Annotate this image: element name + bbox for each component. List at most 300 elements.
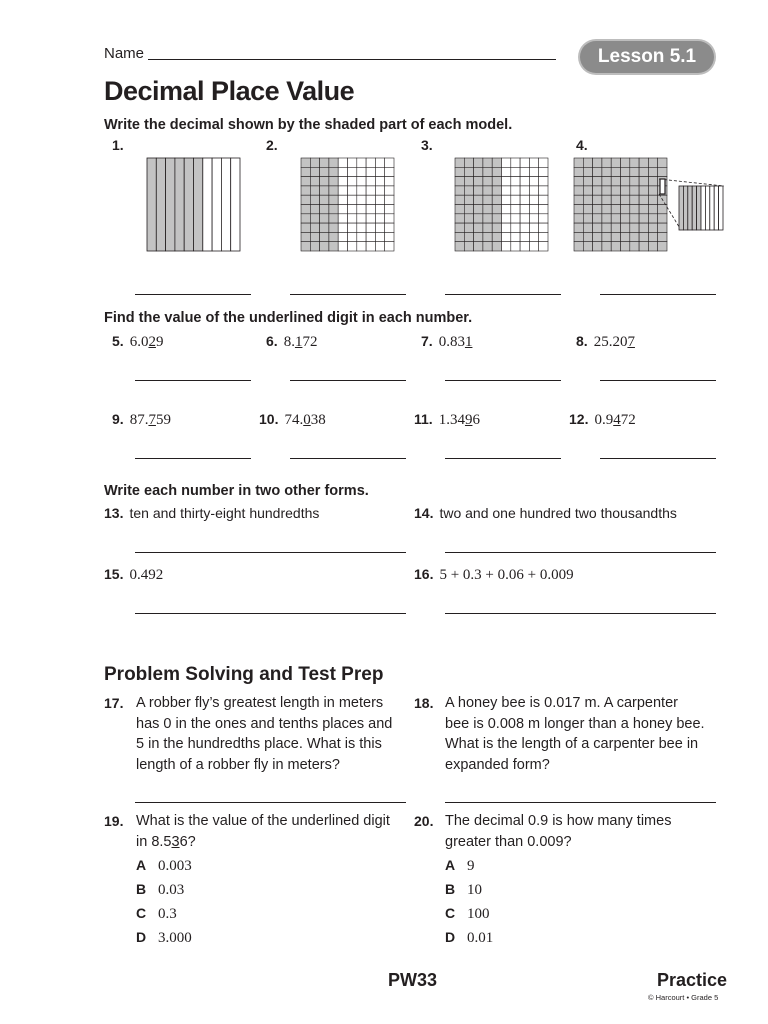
model-4-zoom-source (660, 179, 665, 194)
model-3-cell (502, 223, 511, 232)
item-5: 5. 6.029 (112, 333, 164, 350)
model-2-cell (338, 223, 347, 232)
model-4-cell (574, 242, 583, 251)
model-4-cell (602, 242, 611, 251)
q20-text: The decimal 0.9 is how many times greater than 0.009? (445, 813, 672, 850)
model-2-cell (385, 195, 394, 204)
model-3-cell (511, 186, 520, 195)
model-4-cell (621, 205, 630, 214)
model-2-cell (366, 242, 375, 251)
model-3-cell (520, 167, 529, 176)
model-4-cell (611, 223, 620, 232)
model-2-cell (310, 214, 319, 223)
model-4-cell (574, 195, 583, 204)
model-4-cell (621, 186, 630, 195)
model-4-cell (583, 205, 592, 214)
model-4-zoom-strip (697, 186, 701, 230)
model-4-cell (574, 223, 583, 232)
model-3-cell (464, 177, 473, 186)
model-3-cell (474, 186, 483, 195)
problem-solving-title: Problem Solving and Test Prep (104, 664, 384, 685)
model-4-cell (639, 214, 648, 223)
model-3-cell (455, 158, 464, 167)
model-2-cell (338, 214, 347, 223)
model-4-cell (630, 223, 639, 232)
model-2-cell (320, 158, 329, 167)
model-2-cell (310, 232, 319, 241)
model-2-cell (338, 177, 347, 186)
model-4-cell (583, 158, 592, 167)
model-2-cell (366, 167, 375, 176)
model-3-cell (529, 158, 538, 167)
model-2-cell (310, 205, 319, 214)
model-4-cell (602, 158, 611, 167)
model-2-cell (310, 158, 319, 167)
model-3-cell (539, 242, 548, 251)
model-2-cell (357, 205, 366, 214)
model-2-cell (338, 242, 347, 251)
q20-number: 20. (414, 813, 434, 829)
item-16: 16. 5 + 0.3 + 0.06 + 0.009 (414, 566, 574, 583)
model-2-cell (329, 242, 338, 251)
model-3-cell (511, 158, 520, 167)
model-4-cell (658, 214, 667, 223)
model-2-cell (301, 177, 310, 186)
model-4-cell (621, 232, 630, 241)
model-2-cell (301, 195, 310, 204)
answer-line-16[interactable] (445, 613, 716, 614)
practice-label: Practice (657, 970, 728, 990)
model-4-cell (658, 205, 667, 214)
model-4-cell (630, 242, 639, 251)
model-3-cell (539, 158, 548, 167)
model-3-cell (520, 205, 529, 214)
model-4-cell (639, 177, 648, 186)
model-3-cell (464, 242, 473, 251)
model-3-cell (529, 242, 538, 251)
model-4-cell (639, 195, 648, 204)
model-4-zoom-strip (714, 186, 718, 230)
model-2-cell (301, 242, 310, 251)
model-3-cell (492, 214, 501, 223)
model-2-cell (329, 223, 338, 232)
model-3-cell (474, 242, 483, 251)
model-3-cell (483, 177, 492, 186)
answer-line-3[interactable] (445, 294, 561, 295)
model-4-cell (639, 242, 648, 251)
model-2-cell (338, 195, 347, 204)
model-3-cell (474, 214, 483, 223)
model-3-cell (520, 195, 529, 204)
model-2-cell (320, 223, 329, 232)
q20-choice-b[interactable]: B 10 (445, 881, 482, 898)
model-4-cell (602, 195, 611, 204)
model-3-cell (492, 223, 501, 232)
answer-line-6[interactable] (290, 380, 406, 381)
model-1-strip (203, 158, 212, 251)
answer-line-4[interactable] (600, 294, 716, 295)
model-3-cell (520, 242, 529, 251)
item-1-number: 1. (112, 137, 124, 153)
model-2-cell (348, 223, 357, 232)
model-3-cell (511, 167, 520, 176)
model-4-cell (574, 177, 583, 186)
model-2-cell (375, 177, 384, 186)
model-4-cell (602, 186, 611, 195)
model-3-cell (520, 214, 529, 223)
model-4-cell (583, 177, 592, 186)
item-6: 6. 8.172 (266, 333, 318, 350)
model-3-cell (511, 242, 520, 251)
model-3-cell (539, 177, 548, 186)
answer-line-11[interactable] (445, 458, 561, 459)
model-3-cell (539, 223, 548, 232)
answer-line-14[interactable] (445, 552, 716, 553)
model-4-cell (593, 186, 602, 195)
model-3-cell (529, 167, 538, 176)
model-2-cell (357, 186, 366, 195)
answer-line-2[interactable] (290, 294, 406, 295)
model-2-cell (320, 167, 329, 176)
model-2-cell (329, 214, 338, 223)
model-2-cell (329, 205, 338, 214)
model-3-cell (502, 158, 511, 167)
model-2-cell (366, 223, 375, 232)
model-2-cell (310, 177, 319, 186)
model-3-cell (474, 167, 483, 176)
item-3-number: 3. (421, 137, 433, 153)
item-7: 7. 0.831 (421, 333, 473, 350)
model-4-zoom-strip (701, 186, 705, 230)
model-2-cell (310, 167, 319, 176)
answer-line-17[interactable] (135, 802, 406, 803)
model-2-cell (357, 223, 366, 232)
model-4-cell (593, 214, 602, 223)
answer-line-10[interactable] (290, 458, 406, 459)
model-4-zoom-strip (688, 186, 692, 230)
model-4-cell (630, 186, 639, 195)
model-4-cell (621, 214, 630, 223)
model-4-cell (648, 232, 657, 241)
model-4-cell (630, 232, 639, 241)
q19-choice-a[interactable]: A 0.003 (136, 857, 192, 874)
model-3-hundredths (454, 157, 550, 253)
model-4-cell (602, 232, 611, 241)
answer-line-1[interactable] (135, 294, 251, 295)
model-3-cell (455, 167, 464, 176)
model-3-cell (464, 205, 473, 214)
model-3-cell (492, 232, 501, 241)
model-4-cell (611, 214, 620, 223)
q18-text: A honey bee is 0.017 m. A carpenter bee is 0.008 m longer than a honey bee. What is the length of a carpenter bee in expanded form? (445, 695, 705, 773)
model-4-cell (611, 195, 620, 204)
page-code: PW33 (388, 970, 438, 990)
model-4-zoom-strip (679, 186, 683, 230)
model-3-cell (464, 223, 473, 232)
model-4-cell (630, 205, 639, 214)
model-3-cell (502, 242, 511, 251)
model-2-cell (385, 223, 394, 232)
model-3-cell (483, 186, 492, 195)
copyright: © Harcourt • Grade 5 (648, 993, 719, 1002)
model-4-cell (611, 186, 620, 195)
model-3-cell (474, 158, 483, 167)
model-2-cell (348, 242, 357, 251)
model-3-cell (464, 167, 473, 176)
answer-line-18[interactable] (445, 802, 716, 803)
model-3-cell (511, 205, 520, 214)
q20-choice-d[interactable]: D 0.01 (445, 929, 494, 946)
model-2-cell (385, 167, 394, 176)
model-1-strip (166, 158, 175, 251)
model-4-cell (639, 205, 648, 214)
model-3-cell (520, 158, 529, 167)
model-4-cell (648, 214, 657, 223)
model-4-cell (648, 242, 657, 251)
section2-instruction: Find the value of the underlined digit in each number. (104, 310, 473, 326)
model-2-cell (329, 232, 338, 241)
model-4-cell (621, 195, 630, 204)
model-4-cell (583, 223, 592, 232)
model-3-cell (520, 186, 529, 195)
model-2-cell (320, 232, 329, 241)
model-4-cell (611, 177, 620, 186)
model-4-cell (574, 158, 583, 167)
model-4-cell (639, 186, 648, 195)
model-2-cell (348, 177, 357, 186)
model-4-zoom-strip (719, 186, 723, 230)
model-4-cell (574, 232, 583, 241)
model-2-cell (329, 167, 338, 176)
model-4-cell (611, 205, 620, 214)
model-2-cell (320, 177, 329, 186)
model-3-cell (455, 177, 464, 186)
model-3-cell (502, 214, 511, 223)
model-4-cell (593, 177, 602, 186)
q19-choice-d[interactable]: D 3.000 (136, 929, 192, 946)
model-2-cell (338, 232, 347, 241)
model-3-cell (474, 223, 483, 232)
q19-choice-b[interactable]: B 0.03 (136, 881, 185, 898)
model-2-cell (385, 205, 394, 214)
item-14: 14. two and one hundred two thousandths (414, 505, 677, 521)
model-4-cell (611, 232, 620, 241)
model-3-cell (474, 195, 483, 204)
model-3-cell (455, 186, 464, 195)
model-3-cell (483, 214, 492, 223)
model-4-cell (648, 177, 657, 186)
model-4-zoom-strip (692, 186, 696, 230)
q17-text: A robber fly’s greatest length in meters has 0 in the ones and tenths places and 5 in the hundredths place. What is this length of a robber fly in meters? (136, 695, 393, 773)
answer-line-15[interactable] (135, 613, 406, 614)
model-2-cell (310, 195, 319, 204)
answer-line-13[interactable] (135, 552, 406, 553)
model-3-cell (529, 223, 538, 232)
model-4-cell (639, 232, 648, 241)
model-3-cell (492, 177, 501, 186)
model-4-cell (621, 223, 630, 232)
model-2-cell (366, 214, 375, 223)
model-4-cell (583, 232, 592, 241)
model-4-cell (611, 158, 620, 167)
model-2-cell (310, 186, 319, 195)
model-3-cell (474, 232, 483, 241)
model-2-cell (338, 205, 347, 214)
model-3-cell (502, 195, 511, 204)
q20-choice-c[interactable]: C 100 (445, 905, 490, 922)
model-3-cell (492, 195, 501, 204)
model-2-cell (348, 205, 357, 214)
model-3-cell (502, 167, 511, 176)
model-3-cell (483, 242, 492, 251)
name-input-line[interactable] (148, 59, 556, 60)
model-3-cell (539, 195, 548, 204)
model-2-cell (375, 158, 384, 167)
model-3-cell (492, 158, 501, 167)
model-4-cell (648, 195, 657, 204)
model-1-strip (194, 158, 203, 251)
model-2-cell (348, 158, 357, 167)
model-4-cell (602, 167, 611, 176)
model-3-cell (483, 167, 492, 176)
model-3-cell (455, 242, 464, 251)
model-3-cell (502, 205, 511, 214)
model-2-cell (385, 158, 394, 167)
model-4-cell (648, 205, 657, 214)
model-2-cell (310, 242, 319, 251)
model-4-cell (593, 167, 602, 176)
model-4-cell (593, 232, 602, 241)
model-4-cell (621, 158, 630, 167)
model-2-cell (375, 186, 384, 195)
model-3-cell (520, 232, 529, 241)
model-2-cell (329, 186, 338, 195)
lesson-badge: Lesson 5.1 (580, 41, 714, 73)
model-3-cell (511, 177, 520, 186)
model-2-cell (320, 242, 329, 251)
model-4-cell (621, 242, 630, 251)
model-4-cell (630, 195, 639, 204)
model-4-cell (630, 214, 639, 223)
model-2-cell (375, 167, 384, 176)
model-2-cell (301, 167, 310, 176)
item-9: 9. 87.759 (112, 411, 171, 428)
model-2-cell (385, 186, 394, 195)
model-2-cell (329, 158, 338, 167)
model-2-hundredths (300, 157, 396, 253)
model-2-cell (320, 195, 329, 204)
model-2-cell (329, 177, 338, 186)
answer-line-12[interactable] (600, 458, 716, 459)
model-3-cell (511, 195, 520, 204)
q19-number: 19. (104, 813, 124, 829)
model-1-strip (231, 158, 240, 251)
answer-line-7[interactable] (445, 380, 561, 381)
model-4-cell (583, 242, 592, 251)
model-2-cell (366, 205, 375, 214)
q19-choice-c[interactable]: C 0.3 (136, 905, 177, 922)
section1-instruction: Write the decimal shown by the shaded part of each model. (104, 117, 513, 133)
model-2-cell (366, 177, 375, 186)
model-4-zoom-strip (705, 186, 709, 230)
model-3-cell (492, 242, 501, 251)
model-3-cell (455, 232, 464, 241)
model-4-zoom-line (659, 179, 724, 186)
answer-line-9[interactable] (135, 458, 251, 459)
model-4-cell (593, 223, 602, 232)
model-4-cell (611, 167, 620, 176)
q18-number: 18. (414, 695, 434, 711)
model-1-strip (184, 158, 193, 251)
model-4-cell (621, 167, 630, 176)
model-4-cell (658, 232, 667, 241)
model-2-cell (357, 195, 366, 204)
model-2-cell (320, 205, 329, 214)
model-2-cell (348, 186, 357, 195)
model-4-zoom-strip (710, 186, 714, 230)
model-3-cell (492, 205, 501, 214)
item-4-number: 4. (576, 137, 588, 153)
model-4-cell (648, 167, 657, 176)
model-2-cell (366, 232, 375, 241)
model-3-cell (539, 186, 548, 195)
model-4-cell (602, 177, 611, 186)
model-4-cell (574, 167, 583, 176)
model-3-cell (464, 232, 473, 241)
model-2-cell (338, 158, 347, 167)
model-1-strip (156, 158, 165, 251)
model-2-cell (301, 223, 310, 232)
model-3-cell (539, 214, 548, 223)
model-3-cell (455, 205, 464, 214)
model-3-cell (529, 186, 538, 195)
model-4-cell (574, 186, 583, 195)
model-2-cell (357, 232, 366, 241)
answer-line-8[interactable] (600, 380, 716, 381)
q17-number: 17. (104, 695, 124, 711)
model-2-cell (385, 242, 394, 251)
model-3-cell (455, 195, 464, 204)
model-2-cell (329, 195, 338, 204)
model-4-cell (639, 158, 648, 167)
item-11: 11. 1.3496 (414, 411, 480, 428)
model-3-cell (502, 232, 511, 241)
q20-choice-a[interactable]: A 9 (445, 857, 475, 874)
model-4-cell (583, 195, 592, 204)
model-3-cell (539, 167, 548, 176)
model-4-hundredths-zoom (573, 157, 729, 257)
model-1-tenths (146, 157, 242, 253)
model-3-cell (502, 177, 511, 186)
model-3-cell (529, 195, 538, 204)
model-3-cell (492, 186, 501, 195)
model-2-cell (338, 167, 347, 176)
model-3-cell (474, 205, 483, 214)
model-2-cell (301, 186, 310, 195)
model-2-cell (375, 214, 384, 223)
model-2-cell (348, 195, 357, 204)
model-3-cell (511, 232, 520, 241)
answer-line-5[interactable] (135, 380, 251, 381)
model-3-cell (529, 205, 538, 214)
model-4-cell (630, 177, 639, 186)
model-4-cell (658, 167, 667, 176)
model-3-cell (529, 214, 538, 223)
model-4-zoom-strip (683, 186, 687, 230)
model-2-cell (357, 158, 366, 167)
model-2-cell (301, 232, 310, 241)
model-3-cell (511, 214, 520, 223)
